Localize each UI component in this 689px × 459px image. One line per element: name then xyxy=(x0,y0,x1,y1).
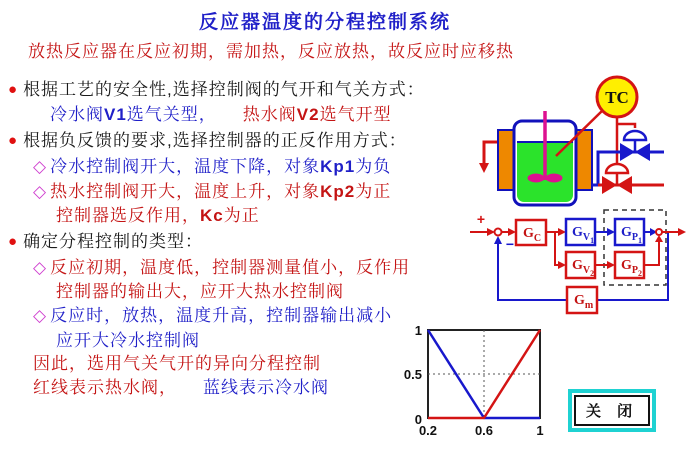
diamond-icon: ◇ xyxy=(33,182,48,201)
hot-open-line xyxy=(33,181,391,202)
block-gv1-label: $G_{V1}$ xyxy=(572,225,595,245)
cold-valve-pre: 冷水阀 xyxy=(50,105,104,124)
bullet3-text: 确定分程控制的类型： xyxy=(23,232,204,251)
y-tick-1: 1 xyxy=(414,323,422,338)
intro-line: 放热反应器在反应初期，需加热，反应放热，故反应时应移热 xyxy=(28,42,514,61)
x-tick-02: 0.2 xyxy=(418,423,438,438)
reaction-phase-line xyxy=(33,305,392,326)
feedback-arrow-icon xyxy=(494,236,502,244)
page-title: 反应器温度的分程控制系统 xyxy=(198,12,451,33)
reaction-phase-text: 反应时，放热，温度升高，控制器输出减小 xyxy=(50,306,393,325)
close-button[interactable] xyxy=(568,389,656,432)
wire xyxy=(644,239,659,265)
y-tick-05: 0.5 xyxy=(403,367,422,382)
controller-action-post: 为正 xyxy=(223,206,260,225)
bullet2-text: 根据负反馈的要求,选择控制器的正反作用方式： xyxy=(23,131,407,150)
kc-gain: Kc xyxy=(200,206,224,225)
cold-open-pre: 冷水控制阀开大，温度下降，对象 xyxy=(50,157,321,176)
legend-blue-text: 蓝线表示冷水阀 xyxy=(203,378,329,397)
minus-sign: − xyxy=(505,236,515,252)
block-gm-label: $G_m$ xyxy=(574,293,594,311)
cold-valve-icon xyxy=(620,131,650,161)
jacket-left xyxy=(498,130,515,190)
y-tick-0: 0 xyxy=(414,412,422,427)
hot-valve-post: 选气开型 xyxy=(319,105,392,124)
bullet-icon: ● xyxy=(8,132,19,149)
block-gp1-label: $G_{P1}$ xyxy=(621,225,642,245)
bullet3-line xyxy=(8,231,203,252)
legend-red-text: 红线表示热水阀， xyxy=(33,378,177,397)
jacket-right xyxy=(575,130,592,190)
x-tick-06: 0.6 xyxy=(474,423,494,438)
kp1-gain: Kp1 xyxy=(320,157,356,176)
x-tick-1: 1 xyxy=(536,423,544,438)
bullet-icon: ● xyxy=(8,233,19,250)
diamond-icon: ◇ xyxy=(33,306,48,325)
cold-open-post: 为负 xyxy=(355,157,392,176)
controller-action-line xyxy=(56,205,260,226)
plus-sign: + xyxy=(476,211,486,227)
initial-phase-text: 反应初期，温度低，控制器测量值小，反作用 xyxy=(50,258,411,277)
cold-valve-post: 选气关型， xyxy=(126,105,217,124)
kp2-gain: Kp2 xyxy=(320,182,356,201)
initial-phase-line xyxy=(33,257,410,278)
signal-line-cold xyxy=(617,124,635,128)
block-diagram xyxy=(460,203,689,315)
diamond-icon: ◇ xyxy=(33,157,48,176)
block-gp2-label: $G_{P2}$ xyxy=(621,258,642,278)
output-junction xyxy=(656,229,662,235)
bullet1-text: 根据工艺的安全性,选择控制阀的气开和气关方式： xyxy=(23,80,425,99)
outlet-pipe xyxy=(484,142,498,164)
summing-junction xyxy=(495,229,502,236)
close-button-label: 关 闭 xyxy=(574,395,650,426)
output-arrow-icon xyxy=(678,228,686,236)
hot-open-pre: 热水控制阀开大，温度上升，对象 xyxy=(50,182,321,201)
reactor-diagram xyxy=(468,57,689,207)
bullet-icon: ● xyxy=(8,81,19,98)
reaction-phase-cont: 应开大冷水控制阀 xyxy=(56,331,200,350)
tc-label: TC xyxy=(605,88,629,107)
cold-open-line xyxy=(33,156,391,177)
block-gc-label: $G_C$ xyxy=(523,226,542,244)
valve-type-line xyxy=(50,104,392,125)
outlet-arrow-icon xyxy=(479,163,489,173)
bullet2-line xyxy=(8,130,407,151)
tc-indicator xyxy=(597,77,637,117)
legend-line xyxy=(33,377,329,398)
wire xyxy=(555,232,561,265)
hot-open-post: 为正 xyxy=(355,182,392,201)
bullet1-line xyxy=(8,79,425,100)
arrow-icon xyxy=(655,235,663,242)
conclusion-line: 因此，选用气关气开的异向分程控制 xyxy=(33,354,321,373)
initial-phase-cont: 控制器的输出大，应开大热水控制阀 xyxy=(56,282,344,301)
controller-action-pre: 控制器选反作用， xyxy=(56,206,200,225)
block-gv2-label: $G_{V2}$ xyxy=(572,258,595,278)
hot-valve-pre: 热水阀 xyxy=(242,105,297,124)
hot-valve-id: V2 xyxy=(296,105,320,124)
diamond-icon: ◇ xyxy=(33,258,48,277)
hot-valve-icon xyxy=(602,164,632,194)
cold-valve-id: V1 xyxy=(104,105,127,124)
split-range-chart xyxy=(396,318,554,458)
